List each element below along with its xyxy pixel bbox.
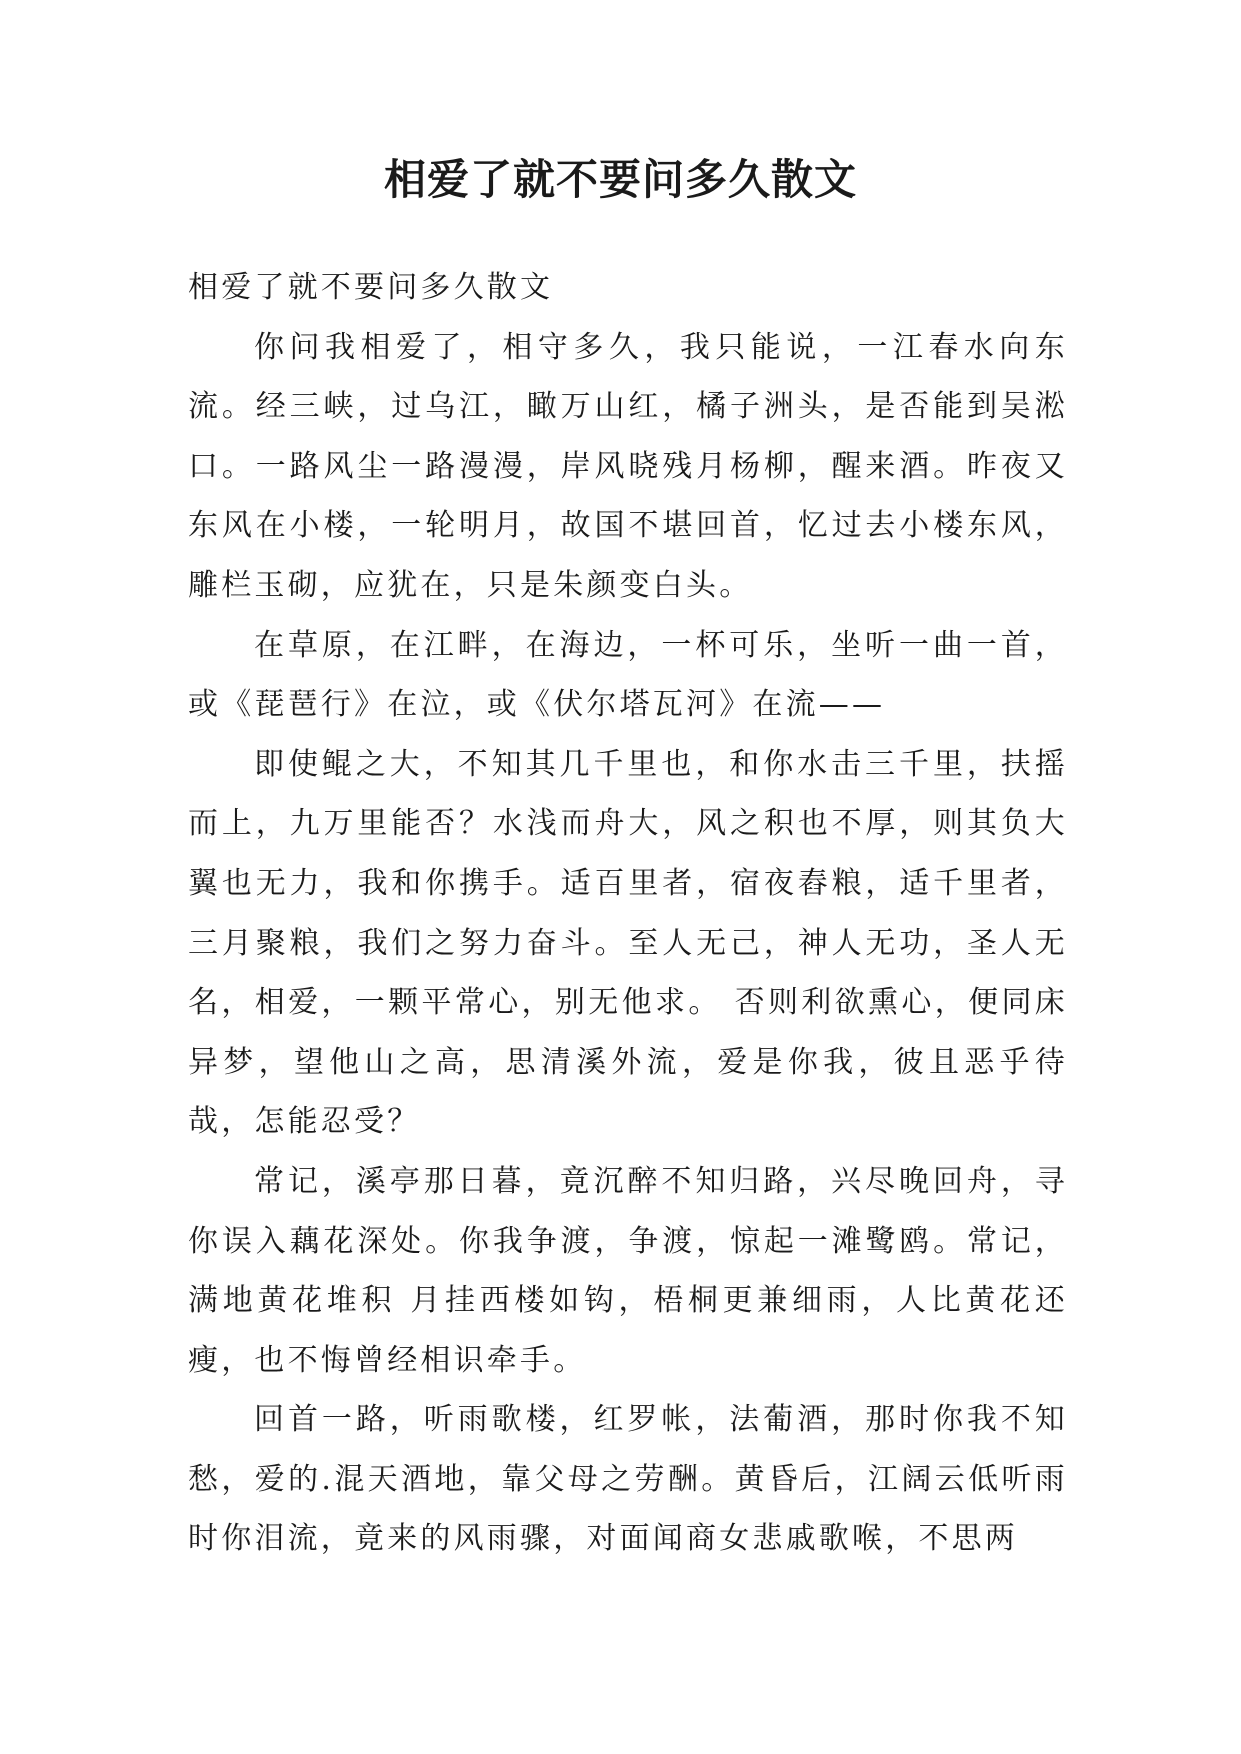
paragraph: 你问我相爱了，相守多久，我只能说，一江春水向东流。经三峡，过乌江，瞰万山红，橘子洲头，是否能到吴淞口。一路风尘一路漫漫，岸风晓残月杨柳，醒来酒。昨夜又东风在小楼，一轮明月，故国不堪回首，忆过去小楼东风，雕栏玉砌，应犹在，只是朱颜变白头。 (188, 329, 1068, 603)
document-body (188, 258, 1068, 1569)
document-subtitle: 相爱了就不要问多久散文 (188, 270, 554, 305)
paragraph: 在草原，在江畔，在海边，一杯可乐，坐听一曲一首，或《琵琶行》在泣，或《伏尔塔瓦河》在流—— (188, 627, 1068, 723)
paragraph: 常记，溪亭那日暮，竟沉醉不知归路，兴尽晚回舟，寻你误入藕花深处。你我争渡，争渡，惊起一滩鹭鸥。常记，满地黄花堆积 月挂西楼如钩，梧桐更兼细雨，人比黄花还瘦，也不悔曾经相识牵手。 (188, 1163, 1068, 1378)
document-title: 相爱了就不要问多久散文 (383, 155, 857, 204)
paragraph: 回首一路，听雨歌楼，红罗帐，法葡酒，那时你我不知愁，爱的.混天酒地，靠父母之劳酬。黄昏后，江阔云低听雨时你泪流，竟来的风雨骤，对面闻商女悲戚歌喉，不思两 (188, 1402, 1068, 1557)
paragraph: 即使鲲之大，不知其几千里也，和你水击三千里，扶摇而上，九万里能否？水浅而舟大，风之积也不厚，则其负大翼也无力，我和你携手。适百里者，宿夜舂粮，适千里者，三月聚粮，我们之努力奋斗。至人无己，神人无功，圣人无名，相爱，一颗平常心，别无他求。 否则利欲熏心，便同床异梦，望他山之高，思清溪外流，爱是你我，彼且恶乎待哉，怎能忍受？ (188, 746, 1068, 1140)
